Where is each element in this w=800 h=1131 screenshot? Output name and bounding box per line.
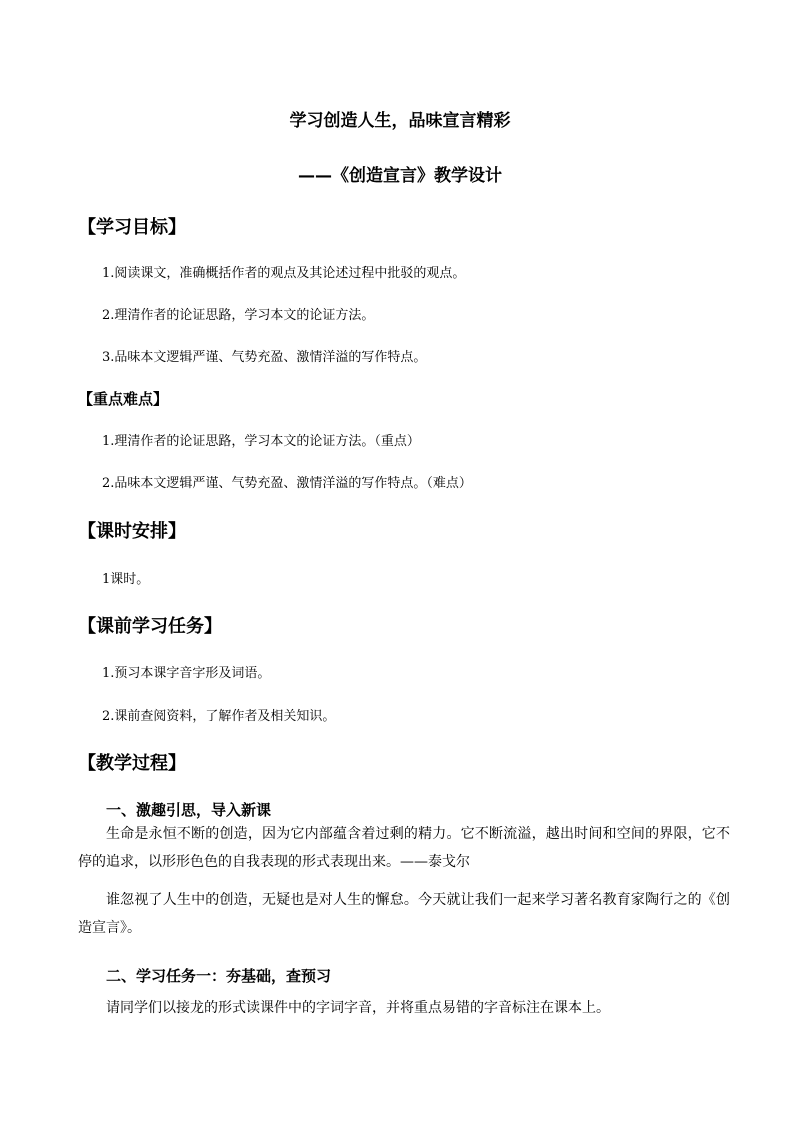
section2-paragraph: 请同学们以接龙的形式读课件中的字词字音，并将重点易错的字音标注在课本上。 [106, 1000, 610, 1016]
section1-paragraph: 生命是永恒不断的创造，因为它内部蕴含着过剩的精力。它不断流溢，越出时间和空间的界限，它不停的追求，以形形色色的自我表现的形式表现出来。——泰戈尔 [78, 826, 730, 870]
document-title: 学习创造人生，品味宣言精彩 [289, 111, 511, 131]
pretask-item: 1.预习本课字音字形及词语。 [102, 666, 271, 681]
pretask-item: 2.课前查阅资料，了解作者及相关知识。 [102, 709, 336, 724]
objectives-heading: 【学习目标】 [78, 217, 186, 238]
objective-item: 2.理清作者的论证思路，学习本文的论证方法。 [102, 308, 375, 323]
keypoints-heading: 【重点难点】 [78, 390, 169, 408]
document-subtitle: ——《创造宣言》教学设计 [298, 166, 502, 186]
objective-item: 3.品味本文逻辑严谨、气势充盈、激情洋溢的写作特点。 [102, 350, 427, 365]
objective-item: 1.阅读课文，准确概括作者的观点及其论述过程中批驳的观点。 [102, 266, 466, 281]
section1-paragraph: 谁忽视了人生中的创造，无疑也是对人生的懈怠。今天就让我们一起来学习著名教育家陶行之的《创造宣言》。 [78, 892, 730, 936]
process-heading: 【教学过程】 [78, 753, 186, 774]
schedule-heading: 【课时安排】 [78, 521, 186, 542]
keypoint-item: 2.品味本文逻辑严谨、气势充盈、激情洋溢的写作特点。（难点） [102, 476, 472, 491]
section2-title: 二、学习任务一：夯基础，查预习 [106, 967, 332, 985]
pretask-heading: 【课前学习任务】 [78, 616, 222, 637]
section1-title: 一、激趣引思，导入新课 [106, 801, 272, 819]
schedule-text: 1课时。 [102, 572, 150, 587]
keypoint-item: 1.理清作者的论证思路，学习本文的论证方法。（重点） [102, 434, 420, 449]
